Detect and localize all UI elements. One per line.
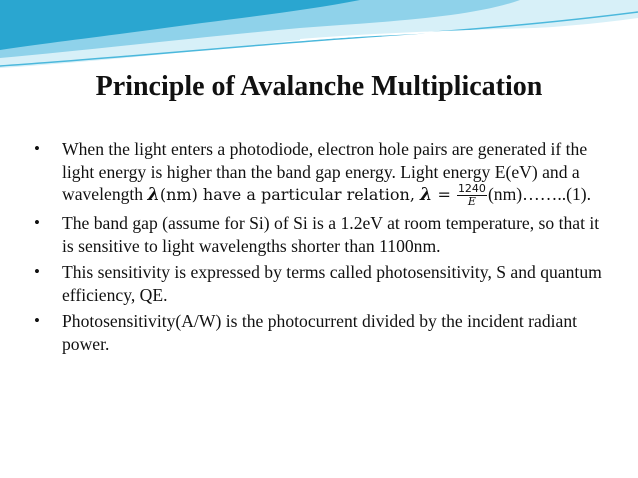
bullet-item — [30, 310, 610, 355]
bullet-marker: • — [34, 213, 40, 233]
header-wave-banner — [0, 0, 638, 80]
bullet-marker: • — [34, 139, 40, 158]
bullet-marker: • — [34, 262, 40, 282]
bullet-text: This sensitivity is expressed by terms called photosensitivity, S and quantum efficiency, QE. — [62, 262, 602, 305]
slide-title: Principle of Avalanche Multiplication — [95, 71, 543, 102]
lambda-symbol: 𝝀 — [420, 184, 433, 205]
bullet-text: Photosensitivity(A/W) is the photocurrent divided by the incident radiant power. — [62, 311, 578, 354]
bullet-text: When the light enters a photodiode, electron hole pairs are generated if the light energy is higher than the band gap energy. Light energy E(eV) and a wavelength — [62, 139, 588, 204]
bullet-list — [30, 138, 610, 359]
bullet-text: The band gap (assume for Si) of Si is a 1.2eV at room temperature, so that it is sensitive to light wavelengths shorter than 1100nm. — [62, 213, 600, 256]
bullet-item — [30, 138, 610, 208]
lambda-symbol: 𝝀 — [147, 184, 160, 205]
fraction — [457, 183, 487, 208]
fraction-numerator: 1240 — [457, 182, 486, 196]
fraction-denominator: E — [467, 195, 476, 209]
bullet-marker: • — [34, 311, 40, 331]
equals-sign: = — [432, 185, 456, 204]
bullet-item — [30, 261, 610, 306]
bullet-text: (nm)……..(1). — [487, 184, 592, 204]
bullet-text-cambria: (nm) have a particular relation, — [159, 185, 421, 204]
bullet-item — [30, 212, 610, 257]
